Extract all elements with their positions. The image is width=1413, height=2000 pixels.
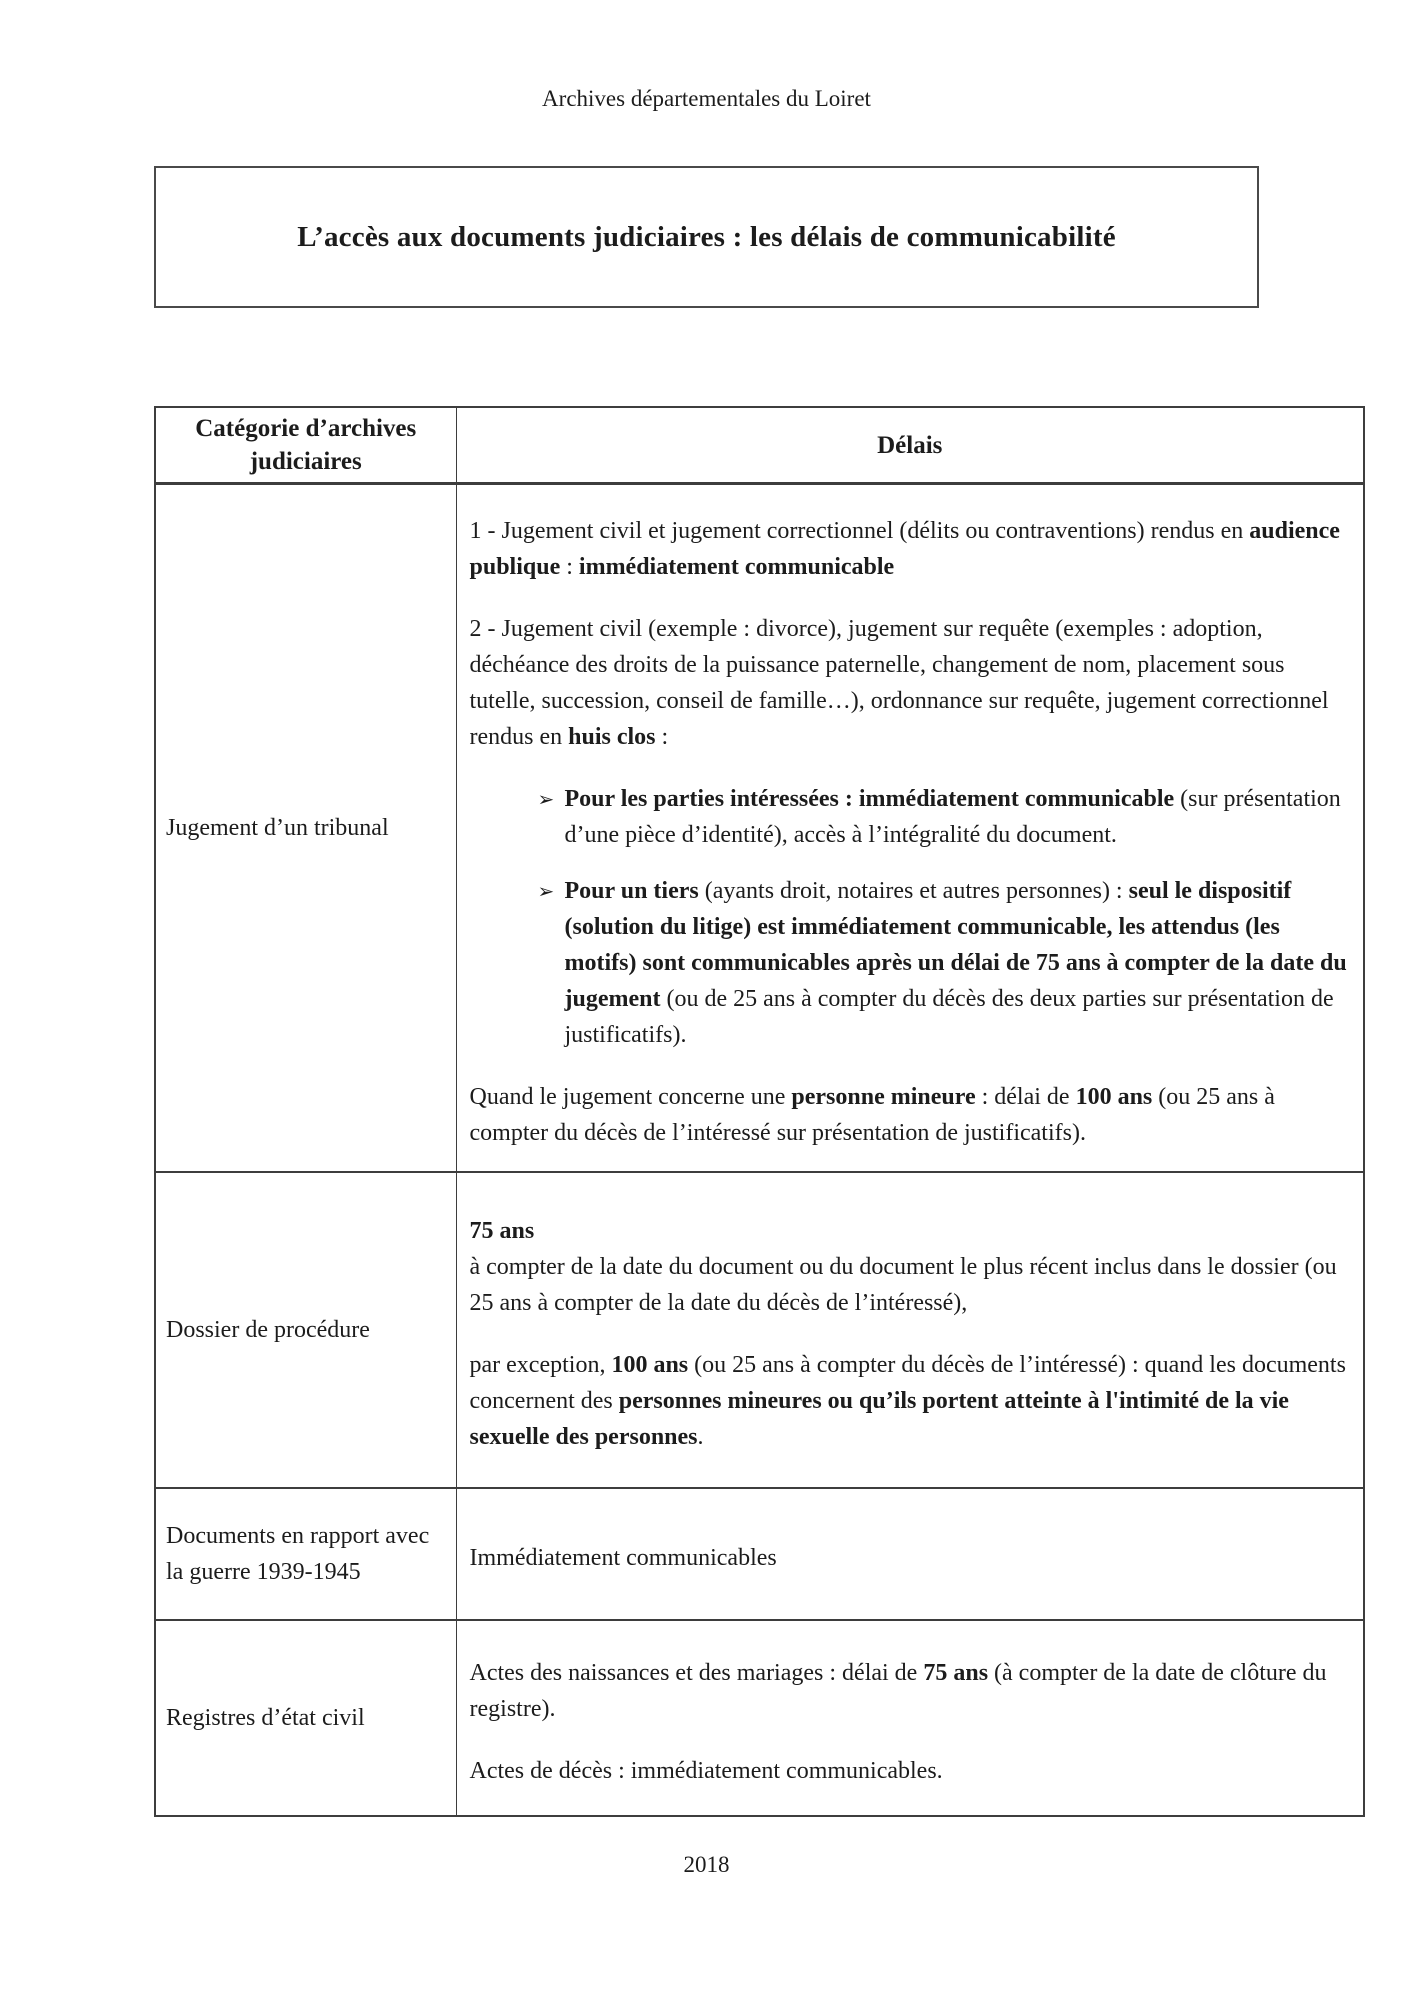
- text-run: Pour un tiers: [564, 878, 699, 904]
- text-run: (sur présentation d’une pièce d’identité), accès à l’intégralité du document.: [564, 786, 1341, 848]
- table-body: [155, 484, 1364, 1817]
- text-run: (ou 25 ans à compter du décès de l’intéressé) : quand les documents concernent des: [469, 1352, 1346, 1414]
- text-run: (ou 25 ans à compter du décès de l’intéressé sur présentation de justificatifs).: [469, 1084, 1275, 1146]
- text-run: personne mineure: [791, 1084, 976, 1110]
- text-run: immédiatement communicable: [578, 554, 895, 580]
- text-run: Pour les parties intéressées : immédiatement communicable: [564, 786, 1175, 812]
- paragraph: [470, 1655, 1348, 1727]
- text-run: (ou de 25 ans à compter du décès des deux parties sur présentation de justificatifs).: [564, 986, 1334, 1048]
- paragraph: [470, 611, 1348, 755]
- document-header: Archives départementales du Loiret: [542, 86, 871, 111]
- paragraph: [470, 1540, 1348, 1576]
- text-run: 75 ans: [923, 1660, 989, 1686]
- category-cell: Jugement d’un tribunal: [155, 484, 456, 1173]
- text-run: (ayants droit, notaires et autres personnes) :: [698, 878, 1129, 904]
- text-run: audience publique: [469, 518, 1340, 580]
- text-run: Actes de décès : immédiatement communicables.: [469, 1758, 943, 1784]
- text-run: .: [697, 1424, 704, 1450]
- bullet-item: [470, 873, 1348, 1053]
- text-run: :: [655, 724, 669, 750]
- text-run: personnes mineures ou qu’ils portent atteinte à l'intimité de la vie sexuelle des personnes: [469, 1388, 1289, 1450]
- delais-cell: [456, 1620, 1364, 1816]
- text-run: 100 ans: [1075, 1084, 1153, 1110]
- text-run: 1 - Jugement civil et jugement correctionnel (délits ou contraventions) rendus en: [469, 518, 1250, 544]
- column-header-delais: Délais: [456, 407, 1364, 484]
- table-row: [155, 1172, 1364, 1488]
- delais-cell: [456, 1172, 1364, 1488]
- text-run: Immédiatement communicables: [469, 1545, 777, 1571]
- table-row: [155, 484, 1364, 1173]
- text-run: Quand le jugement concerne une: [469, 1084, 792, 1110]
- table-row: [155, 1620, 1364, 1816]
- text-run: : délai de: [975, 1084, 1076, 1110]
- text-run: à compter de la date du document ou du document le plus récent inclus dans le dossier (ou 25 ans à compter de la date du décès de l’intéressé),: [469, 1254, 1337, 1316]
- paragraph: [470, 1079, 1348, 1151]
- paragraph: [470, 513, 1348, 585]
- table-header-row: [155, 407, 1364, 484]
- text-run: par exception,: [469, 1352, 612, 1378]
- bullet-arrow-icon: ➢: [537, 787, 555, 811]
- category-cell: Documents en rapport avec la guerre 1939-1945: [155, 1488, 456, 1620]
- text-run: (à compter de la date de clôture du registre).: [469, 1660, 1327, 1722]
- text-run: :: [560, 554, 579, 580]
- delais-table: [154, 406, 1365, 1817]
- paragraph: [470, 1347, 1348, 1455]
- title-box: [154, 166, 1259, 308]
- text-run: 75 ans: [469, 1218, 535, 1244]
- text-run: Actes des naissances et des mariages : délai de: [469, 1660, 924, 1686]
- paragraph: [470, 1213, 1348, 1249]
- category-cell: Registres d’état civil: [155, 1620, 456, 1816]
- text-run: huis clos: [568, 724, 656, 750]
- column-header-category: Catégorie d’archives judiciaires: [155, 407, 456, 484]
- text-run: 2 - Jugement civil (exemple : divorce), jugement sur requête (exemples : adoption, déchéance des droits de la puissance paternelle, changement de nom, placement sous tutelle, succession, conseil de famille…), ordonnance sur requête, jugement correctionnel rendus en: [469, 616, 1329, 750]
- delais-cell: [456, 484, 1364, 1173]
- page-title: L’accès aux documents judiciaires : les délais de communicabilité: [297, 220, 1116, 253]
- paragraph: [470, 1753, 1348, 1789]
- category-cell: Dossier de procédure: [155, 1172, 456, 1488]
- delais-cell: [456, 1488, 1364, 1620]
- text-run: seul le dispositif (solution du litige) est immédiatement communicable, les attendus (les motifs) sont communicables après un délai de 75 ans à compter de la date du jugement: [564, 878, 1347, 1012]
- table-header: [155, 407, 1364, 484]
- bullet-item: [470, 781, 1348, 853]
- paragraph: [470, 1249, 1348, 1321]
- bullet-arrow-icon: ➢: [537, 879, 555, 903]
- text-run: 100 ans: [611, 1352, 689, 1378]
- page-number: 2018: [683, 1852, 730, 1877]
- table-row: [155, 1488, 1364, 1620]
